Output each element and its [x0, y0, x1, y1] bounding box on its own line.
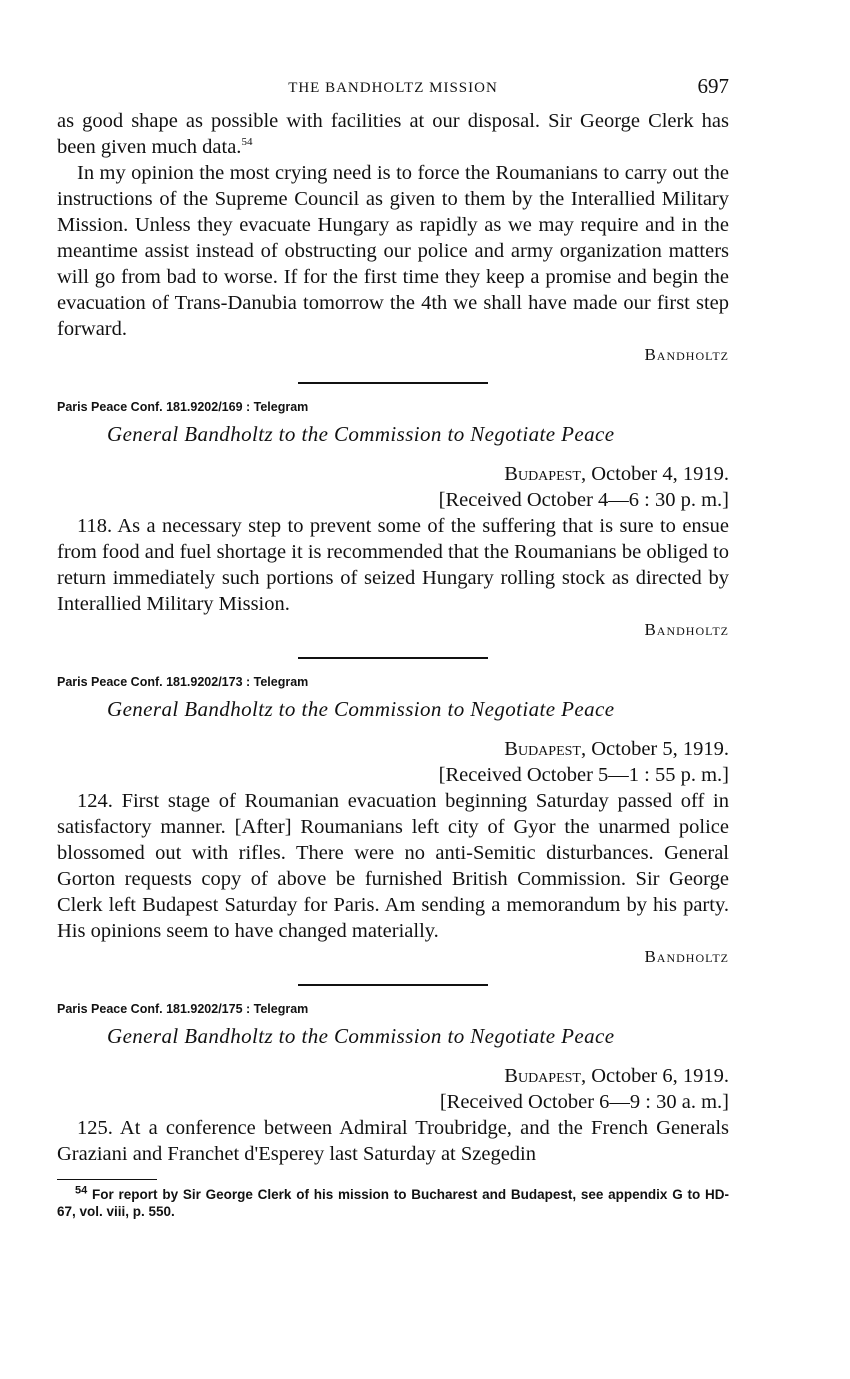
document-source: Paris Peace Conf. 181.9202/169 : Telegram [57, 400, 309, 414]
dateline [57, 736, 729, 762]
telegram-body: 118. As a necessary step to prevent some of the suffering that is sure to ensue from food and fuel shortage it is recommended that the Roumanians be obliged to return immediately such portions of seized Hungary rolling stock as directed by Interallied Military Mission. [57, 515, 729, 615]
page-header [57, 72, 729, 108]
document-title: General Bandholtz to the Commission to Negotiate Peace [107, 1024, 615, 1048]
dateline-place: Budapest [504, 738, 581, 760]
telegram-body: 124. First stage of Roumanian evacuation beginning Saturday passed off in satisfactory manner. [After] Roumanians left city of Gyor the unarmed police blossomed out with rifles. There were no anti-Semitic disturbances. General Gorton requests copy of above be furnished British Commission. Sir George Clerk left Budapest Saturday for Paris. Am sending a memorandum by his party. His opinions seem to have changed materially. [57, 790, 729, 942]
telegram-body: 125. At a conference between Admiral Troubridge, and the French Generals Graziani and Franchet d'Esperey last Saturday at Szegedin [57, 1117, 729, 1165]
continuation-paragraph [57, 108, 729, 160]
dateline-date: , October 6, 1919. [580, 1065, 729, 1087]
document-source: Paris Peace Conf. 181.9202/173 : Telegram [57, 675, 309, 689]
footnote-reference: 54 [241, 136, 253, 149]
page-number: 697 [697, 74, 729, 98]
dateline-place: Budapest [504, 463, 581, 485]
dateline-date: , October 4, 1919. [580, 463, 729, 485]
footnote [57, 1186, 729, 1220]
document-title: General Bandholtz to the Commission to Negotiate Peace [107, 697, 615, 721]
document-source: Paris Peace Conf. 181.9202/175 : Telegram [57, 1002, 309, 1016]
received-line: [Received October 6—9 : 30 a. m.] [439, 1091, 729, 1113]
footnote-divider [57, 1179, 157, 1180]
signature: Bandholtz [644, 620, 729, 639]
opinion-paragraph: In my opinion the most crying need is to force the Roumanians to carry out the instructions of the Supreme Council as given to them by the Interallied Military Mission. Unless they evacuate Hungary as rapidly as we may require and in the meantime assist instead of obstructing our police and army organization matters will go from bad to worse. If for the first time they keep a promise and begin the evacuation of Trans-Danubia tomorrow the 4th we shall have made our first step forward. [57, 162, 729, 340]
section-divider [298, 657, 488, 659]
document-title: General Bandholtz to the Commission to Negotiate Peace [107, 422, 615, 446]
signature: Bandholtz [644, 345, 729, 364]
section-divider [298, 382, 488, 384]
running-head: THE BANDHOLTZ MISSION [288, 80, 498, 96]
received-line: [Received October 5—1 : 55 p. m.] [438, 764, 729, 786]
continuation-text: as good shape as possible with facilities at our disposal. Sir George Clerk has been given much data. [57, 110, 729, 158]
dateline [57, 1063, 729, 1089]
dateline-date: , October 5, 1919. [580, 738, 729, 760]
footnote-text: For report by Sir George Clerk of his mission to Bucharest and Budapest, see appendix G to HD-67, vol. viii, p. 550. [57, 1187, 729, 1219]
page [57, 72, 729, 1220]
section-divider [298, 984, 488, 986]
footnote-marker: 54 [75, 1184, 88, 1197]
received-line: [Received October 4—6 : 30 p. m.] [438, 489, 729, 511]
dateline-place: Budapest [504, 1065, 581, 1087]
signature: Bandholtz [644, 947, 729, 966]
dateline [57, 461, 729, 487]
